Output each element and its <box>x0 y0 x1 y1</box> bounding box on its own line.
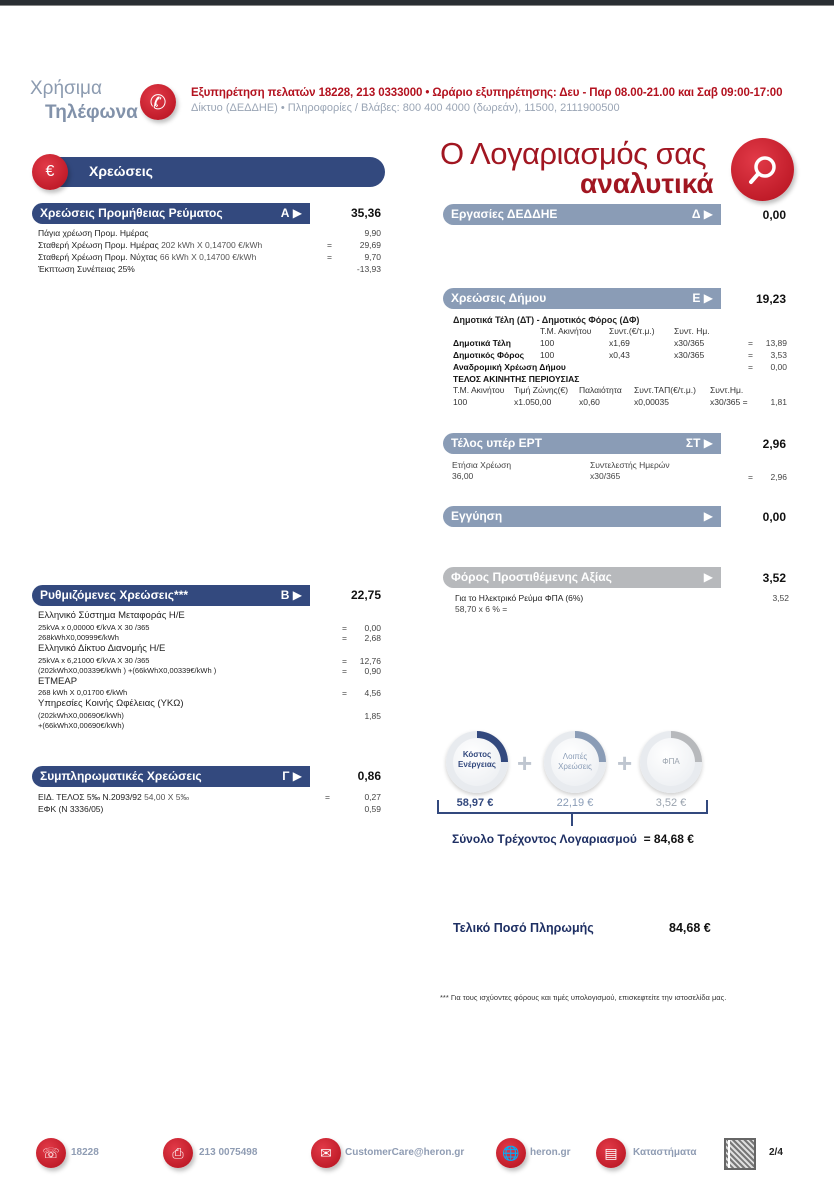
municipal-charges-bar[interactable] <box>443 288 721 309</box>
regulated-group-title: Υπηρεσίες Κοινής Ωφέλειας (ΥΚΩ) <box>38 698 184 709</box>
supply-row: Πάγια χρέωση Προμ. Ημέρας <box>38 228 149 238</box>
supply-row-value: 29,69 <box>359 240 381 250</box>
useful-phones-title-line1: Χρήσιμα <box>30 78 102 99</box>
column-header: Συντ. Ημ. <box>674 326 710 336</box>
ert-fee-code: ΣΤ ▶ <box>685 436 713 450</box>
useful-phones-title-line2: Τηλέφωνα <box>45 102 138 123</box>
municipal-row-sqm: 100 <box>540 350 555 360</box>
property-tax-age: x0,60 <box>579 397 600 407</box>
regulated-row-detail: 25kVA x 0,00000 €/kVA X 30 /365 <box>38 623 150 632</box>
vat-total: 3,52 <box>762 571 786 585</box>
regulated-charges-label: Ρυθμιζόμενες Χρεώσεις*** <box>40 588 189 602</box>
footer-email[interactable]: CustomerCare@heron.gr <box>345 1147 465 1158</box>
municipal-row-sqm: 100 <box>540 338 555 348</box>
footer-fax[interactable]: 213 0075498 <box>199 1147 258 1158</box>
plus-icon: + <box>517 748 533 778</box>
footer-phone[interactable]: 18228 <box>71 1147 99 1158</box>
regulated-row-detail: (202kWhX0,00339€/kWh ) +(66kWhX0,00339€/kWh ) <box>38 666 217 675</box>
ert-days-label: Συντελεστής Ημερών <box>590 460 670 470</box>
deddie-works-total: 0,00 <box>762 208 786 222</box>
equals-sign: = <box>748 350 753 360</box>
equals-sign: = <box>327 240 332 250</box>
supply-row: Σταθερή Χρέωση Προμ. Νύχτας 66 kWh X 0,14700 €/kWh <box>38 252 257 262</box>
qr-code-icon <box>724 1138 756 1170</box>
ert-fee-label: Τέλος υπέρ ΕΡΤ <box>451 436 542 450</box>
summary-bracket-stem <box>571 814 573 826</box>
deddie-works-label: Εργασίες ΔΕΔΔΗΕ <box>451 207 558 221</box>
regulated-row-detail: 268 kWh X 0,01700 €/kWh <box>38 688 128 697</box>
envelope-icon: ✉ <box>311 1138 341 1168</box>
supplementary-charges-total: 0,86 <box>357 769 381 783</box>
column-header: Τ.Μ. Ακινήτου <box>453 385 505 395</box>
equals-sign: = <box>342 633 347 643</box>
municipal-charges-total: 19,23 <box>755 292 786 306</box>
municipal-row-rate: x0,43 <box>609 350 630 360</box>
regulated-row-detail: 268kWhX0,00999€/kWh <box>38 633 119 642</box>
guarantee-label: Εγγύηση <box>451 509 503 523</box>
supply-charges-bar[interactable] <box>32 203 310 224</box>
regulated-charges-total: 22,75 <box>350 588 381 602</box>
supplementary-row-value: 0,59 <box>364 804 381 814</box>
column-header: Συντ.Ημ. <box>710 385 744 395</box>
regulated-row-value: 4,56 <box>364 688 381 698</box>
municipal-charges-code: Ε ▶ <box>692 291 713 305</box>
column-header: Τ.Μ. Ακινήτου <box>540 326 592 336</box>
footer-website[interactable]: heron.gr <box>530 1147 571 1158</box>
other-charges-label: Λοιπές Χρεώσεις <box>558 752 592 771</box>
property-tax-coef: x0,00035 <box>634 397 669 407</box>
ert-days-value: x30/365 <box>590 471 621 481</box>
municipal-row-days: x30/365 <box>674 350 705 360</box>
deddie-works-code: Δ ▶ <box>691 207 713 221</box>
regulated-group-title: Ελληνικό Σύστημα Μεταφοράς Η/Ε <box>38 610 185 621</box>
regulated-row-value: 2,68 <box>364 633 381 643</box>
vat-amount: 3,52 € <box>655 797 687 809</box>
store-icon: ▤ <box>596 1138 626 1168</box>
regulated-charges-bar[interactable] <box>32 585 310 606</box>
regulated-row-detail: +(66kWhX0,00690€/kWh) <box>38 721 125 730</box>
property-tax-sqm: 100 <box>453 397 468 407</box>
equals-sign: = <box>342 688 347 698</box>
chevron-right-icon: ▶ <box>703 570 713 584</box>
ert-fee-bar[interactable] <box>443 433 721 454</box>
fax-icon: ⎙ <box>163 1138 193 1168</box>
network-info: Δίκτυο (ΔΕΔΔΗΕ) • Πληροφορίες / Βλάβες: 800 400 4000 (δωρεάν), 11500, 2111900500 <box>191 102 620 114</box>
equals-sign: = <box>342 656 347 666</box>
top-border <box>0 0 834 6</box>
supplementary-charges-label: Συμπληρωματικές Χρεώσεις <box>40 769 202 783</box>
ert-annual-value: 36,00 <box>452 471 474 481</box>
vat-row-label: Για το Ηλεκτρικό Ρεύμα ΦΠΑ (6%) <box>455 593 584 603</box>
footnote: *** Για τους ισχύοντες φόρους και τιμές υπολογισμού, επισκεφτείτε την ιστοσελίδα μας. <box>440 993 727 1002</box>
property-tax-value: 1,81 <box>770 397 787 407</box>
phone-icon: ✆ <box>140 84 176 120</box>
ert-fee-total: 2,96 <box>762 437 786 451</box>
municipal-retro-label: Αναδρομική Χρέωση Δήμου <box>453 362 566 372</box>
chevron-right-icon: ▶ <box>703 509 713 523</box>
equals-sign: = <box>325 792 330 802</box>
property-tax-zone: x1.050,00 <box>514 397 552 407</box>
municipal-heading: Δημοτικά Τέλη (ΔΤ) - Δημοτικός Φόρος (ΔΦ) <box>453 315 640 325</box>
municipal-retro-value: 0,00 <box>770 362 787 372</box>
municipal-row-rate: x1,69 <box>609 338 630 348</box>
charges-heading: Χρεώσεις <box>55 157 385 187</box>
property-tax-days: x30/365 = <box>710 397 748 407</box>
column-header: Παλαιότητα <box>579 385 622 395</box>
supplementary-charges-code: Γ ▶ <box>282 769 302 783</box>
regulated-charges-code: Β ▶ <box>280 588 302 602</box>
municipal-row-days: x30/365 <box>674 338 705 348</box>
column-header: Συντ.(€/τ.μ.) <box>609 326 655 336</box>
equals-sign: = <box>342 666 347 676</box>
vat-row-detail: 58,70 x 6 % = <box>455 604 508 614</box>
regulated-row-value: 0,00 <box>364 623 381 633</box>
search-icon <box>731 138 794 201</box>
supply-row: Σταθερή Χρέωση Προμ. Ημέρας 202 kWh X 0,14700 €/kWh <box>38 240 263 250</box>
supply-row-value: 9,70 <box>364 252 381 262</box>
municipal-row-label: Δημοτικά Τέλη <box>453 338 511 348</box>
final-payment-value: 84,68 € <box>669 921 711 935</box>
municipal-row-value: 3,53 <box>770 350 787 360</box>
other-charges-amount: 22,19 € <box>556 797 594 809</box>
regulated-group-title: Ελληνικό Δίκτυο Διανομής Η/Ε <box>38 643 166 654</box>
customer-service-info: Εξυπηρέτηση πελατών 18228, 213 0333000 • Ωράριο εξυπηρέτησης: Δευ - Παρ 08.00-21.00 και Σαβ 09:00-17:00 <box>191 87 783 99</box>
vat-label: Φόρος Προστιθέμενης Αξίας <box>451 570 612 584</box>
municipal-row-value: 13,89 <box>765 338 787 348</box>
summary-bracket <box>437 800 708 814</box>
page-number: 2/4 <box>769 1147 783 1158</box>
regulated-row-value: 12,76 <box>359 656 381 666</box>
supply-charges-label: Χρεώσεις Προμήθειας Ρεύματος <box>40 206 223 220</box>
regulated-group-title: ΕΤΜΕΑΡ <box>38 676 78 687</box>
guarantee-total: 0,00 <box>762 510 786 524</box>
supply-row-value: 9,90 <box>364 228 381 238</box>
ert-annual-label: Ετήσια Χρέωση <box>452 460 512 470</box>
supply-charges-code: Α ▶ <box>280 206 302 220</box>
plus-icon: + <box>617 748 633 778</box>
coins-euro-icon: € <box>32 154 68 190</box>
vat-bar[interactable] <box>443 567 721 588</box>
deddie-works-bar[interactable] <box>443 204 721 225</box>
guarantee-bar[interactable] <box>443 506 721 527</box>
supplementary-row: ΕΙΔ. ΤΕΛΟΣ 5‰ Ν.2093/92 54,00 X 5‰ <box>38 792 189 802</box>
equals-sign: = <box>342 623 347 633</box>
column-header: Τιμή Ζώνης(€) <box>514 385 569 395</box>
supply-charges-total: 35,36 <box>350 206 381 220</box>
regulated-row-value: 1,85 <box>364 711 381 721</box>
telephone-icon: ☏ <box>36 1138 66 1168</box>
energy-cost-amount: 58,97 € <box>456 797 494 809</box>
regulated-row-detail: (202kWhX0,00690€/kWh) <box>38 711 124 720</box>
equals-sign: = <box>748 472 753 482</box>
property-tax-heading: ΤΕΛΟΣ ΑΚΙΝΗΤΗΣ ΠΕΡΙΟΥΣΙΑΣ <box>453 374 580 384</box>
equals-sign: = <box>748 362 753 372</box>
vat-row-value: 3,52 <box>772 593 789 603</box>
vat-donut-label: ΦΠΑ <box>662 757 680 766</box>
ert-value: 2,96 <box>770 472 787 482</box>
supplementary-row: ΕΦΚ (Ν 3336/05) <box>38 804 104 814</box>
supplementary-charges-bar[interactable] <box>32 766 310 787</box>
supply-row-value: -13,93 <box>356 264 381 274</box>
supply-row: Έκπτωση Συνέπειας 25% <box>38 264 135 274</box>
municipal-charges-label: Χρεώσεις Δήμου <box>451 291 547 305</box>
final-payment-label: Τελικό Ποσό Πληρωμής <box>453 921 594 935</box>
regulated-row-value: 0,90 <box>364 666 381 676</box>
page-title-line2: αναλυτικά <box>580 168 714 199</box>
supplementary-row-value: 0,27 <box>364 792 381 802</box>
current-bill-total: Σύνολο Τρέχοντος Λογαριασμού = 84,68 € <box>452 832 694 846</box>
globe-icon: 🌐 <box>496 1138 526 1168</box>
regulated-row-detail: 25kVA x 6,21000 €/kVA X 30 /365 <box>38 656 150 665</box>
energy-cost-label: Κόστος Ενέργειας <box>458 750 496 769</box>
equals-sign: = <box>327 252 332 262</box>
footer-stores[interactable]: Καταστήματα <box>633 1147 697 1158</box>
page-title-line1: Ο Λογαριασμός σας <box>440 136 707 171</box>
column-header: Συντ.ΤΑΠ(€/τ.μ.) <box>634 385 696 395</box>
municipal-row-label: Δημοτικός Φόρος <box>453 350 525 360</box>
equals-sign: = <box>748 338 753 348</box>
